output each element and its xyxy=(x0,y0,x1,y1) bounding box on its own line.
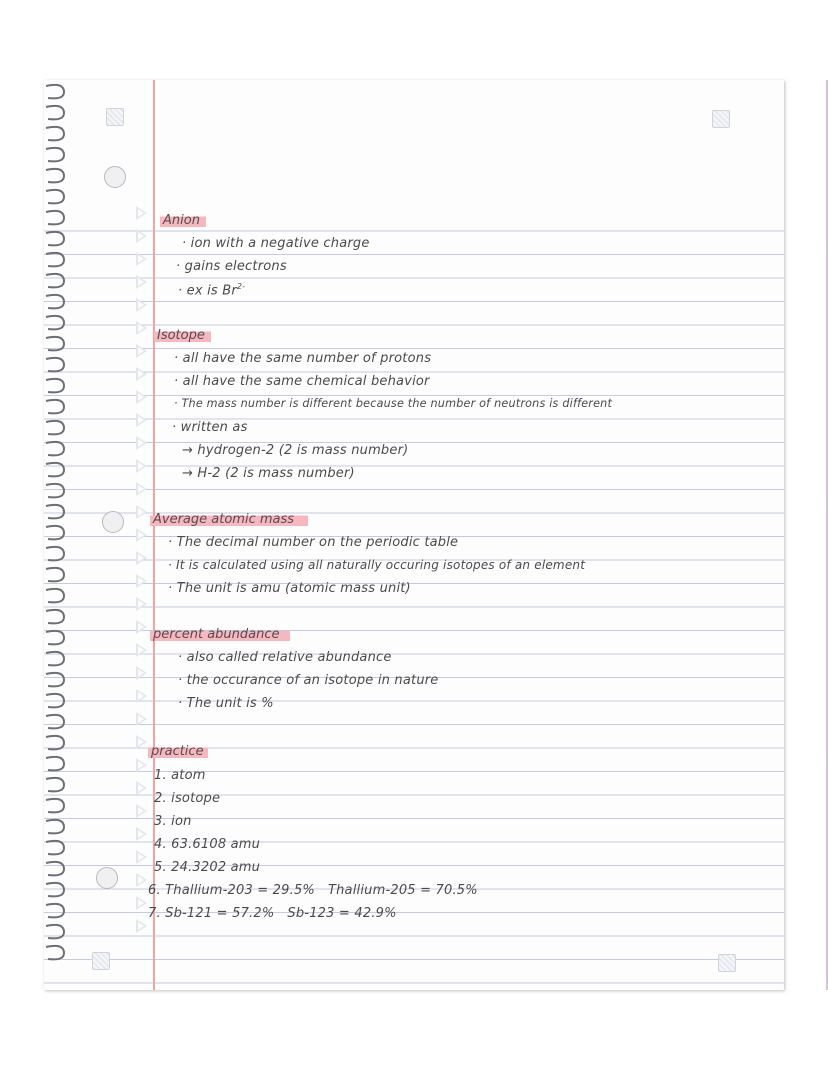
practice-answer: 2. isotope xyxy=(154,791,221,806)
practice-answer: 6. Thallium-203 = 29.5% Thallium-205 = 70.5% xyxy=(148,883,478,898)
triangle-mark-icon xyxy=(136,597,147,611)
triangle-mark-icon xyxy=(136,482,147,496)
note-line: · It is calculated using all naturally occuring isotopes of an element xyxy=(168,558,586,572)
triangle-mark-icon xyxy=(136,298,147,312)
section-heading: Average atomic mass xyxy=(150,512,308,527)
triangle-mark-icon xyxy=(136,804,147,818)
note-line: → H-2 (2 is mass number) xyxy=(182,466,355,481)
triangle-mark-icon xyxy=(136,735,147,749)
triangle-mark-icon xyxy=(136,528,147,542)
triangle-mark-icon xyxy=(136,413,147,427)
note-line: · The decimal number on the periodic table xyxy=(168,535,459,550)
triangle-mark-icon xyxy=(136,896,147,910)
triangle-mark-icon xyxy=(136,712,147,726)
section-heading: Isotope xyxy=(154,328,211,343)
triangle-mark-icon xyxy=(136,252,147,266)
charge-superscript: 2- xyxy=(236,282,246,291)
triangle-mark-icon xyxy=(136,459,147,473)
practice-answer: 7. Sb-121 = 57.2% Sb-123 = 42.9% xyxy=(148,906,397,921)
note-line: · the occurance of an isotope in nature xyxy=(178,673,439,688)
note-line: · The mass number is different because the number of neutrons is different xyxy=(174,397,613,410)
note-line: · also called relative abundance xyxy=(178,650,392,665)
triangle-mark-icon xyxy=(136,321,147,335)
triangle-mark-icon xyxy=(136,275,147,289)
punch-hole-icon xyxy=(96,867,118,889)
spiral-binding-icon xyxy=(44,80,78,990)
triangle-mark-icon xyxy=(136,367,147,381)
punch-hole-icon xyxy=(104,166,126,188)
corner-mark-top-left-icon xyxy=(106,108,124,126)
triangle-mark-icon xyxy=(136,344,147,358)
note-line: · written as xyxy=(172,420,248,435)
note-line: · all have the same chemical behavior xyxy=(174,374,430,389)
practice-answer: 5. 24.3202 amu xyxy=(154,860,261,875)
triangle-mark-icon xyxy=(136,505,147,519)
triangle-mark-icon xyxy=(136,919,147,933)
triangle-mark-icon xyxy=(136,574,147,588)
note-line: · The unit is amu (atomic mass unit) xyxy=(168,581,411,596)
triangle-mark-icon xyxy=(136,390,147,404)
section-heading: percent abundance xyxy=(150,627,290,642)
triangle-mark-icon xyxy=(136,666,147,680)
practice-answer: 3. ion xyxy=(154,814,192,829)
triangle-mark-icon xyxy=(136,850,147,864)
note-line: · all have the same number of protons xyxy=(174,351,432,366)
punch-hole-icon xyxy=(102,511,124,533)
section-heading: Anion xyxy=(160,213,206,228)
practice-answer: 4. 63.6108 amu xyxy=(154,837,261,852)
triangle-mark-icon xyxy=(136,758,147,772)
triangle-mark-icon xyxy=(136,827,147,841)
triangle-mark-icon xyxy=(136,643,147,657)
notebook-page xyxy=(44,80,784,990)
margin-line xyxy=(153,80,155,990)
triangle-mark-icon xyxy=(136,781,147,795)
corner-mark-bottom-left-icon xyxy=(92,952,110,970)
note-line: · gains electrons xyxy=(176,259,287,274)
triangle-mark-icon xyxy=(136,229,147,243)
triangle-mark-icon xyxy=(136,206,147,220)
section-heading: practice xyxy=(148,744,208,759)
triangle-mark-icon xyxy=(136,873,147,887)
corner-mark-bottom-right-icon xyxy=(718,954,736,972)
triangle-mark-icon xyxy=(136,689,147,703)
corner-mark-top-right-icon xyxy=(712,110,730,128)
triangle-mark-icon xyxy=(136,436,147,450)
triangle-mark-icon xyxy=(136,620,147,634)
note-line: · ex is $Br^{2-}$ xyxy=(178,282,246,299)
triangle-mark-icon xyxy=(136,551,147,565)
note-line: · The unit is % xyxy=(178,696,274,711)
note-line: · ion with a negative charge xyxy=(182,236,370,251)
note-line: → hydrogen-2 (2 is mass number) xyxy=(182,443,409,458)
practice-answer: 1. atom xyxy=(154,768,206,783)
